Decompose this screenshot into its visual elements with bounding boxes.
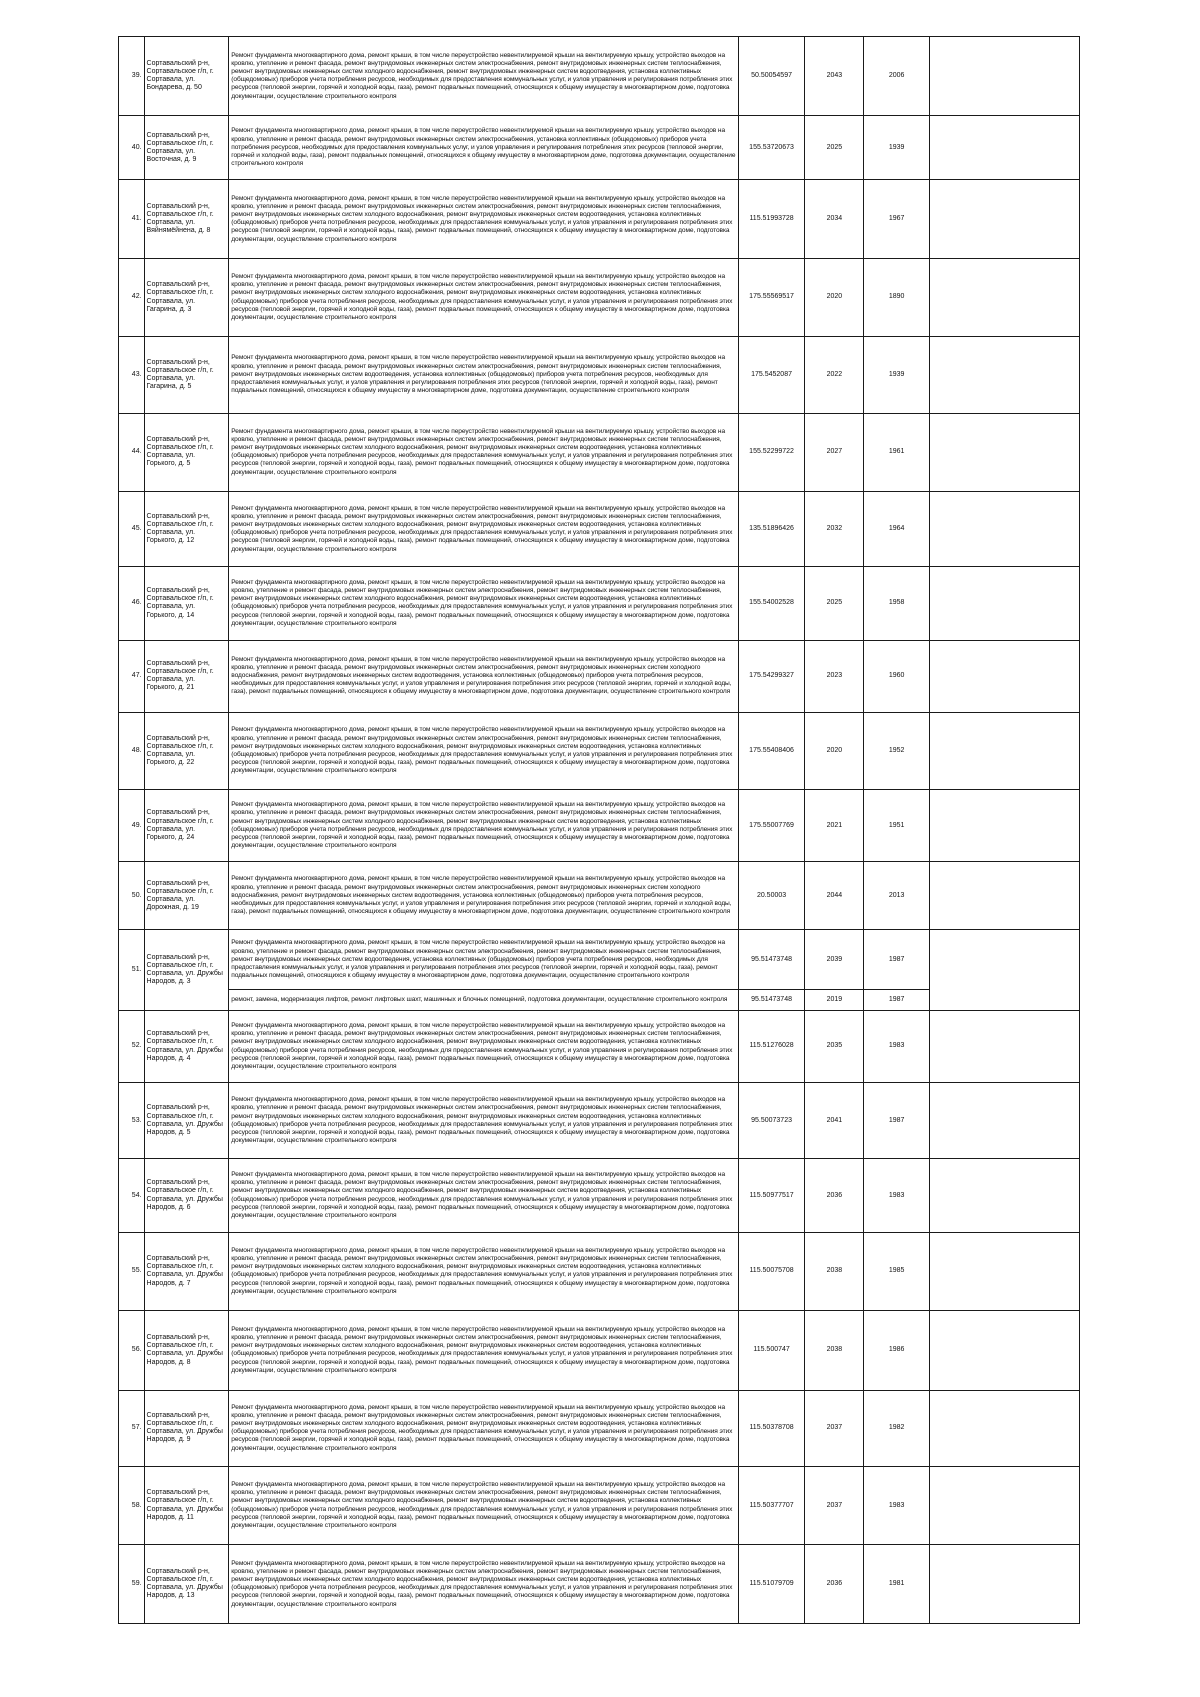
capital-repair-table — [118, 36, 1080, 1624]
row-number: 51. — [119, 930, 145, 1010]
planned-year-cell: 2038 — [805, 1232, 864, 1310]
address-cell: Сортавальский р-н, Сортавальское г/п, г. Сортавала, ул. Горького, д. 12 — [144, 491, 229, 566]
cost-cell: 115.51079709 — [738, 1545, 804, 1624]
table-row — [119, 1232, 1080, 1310]
row-number: 49. — [119, 790, 145, 862]
built-year-cell: 1952 — [864, 712, 929, 789]
empty-cell — [929, 337, 1079, 413]
table-row — [119, 116, 1080, 180]
works-cell: Ремонт фундамента многоквартирного дома, ремонт крыши, в том числе переустройство невентилируемой крыши на вентилируемую крышу, устройство выходов на кровлю, утепление и ремонт фасада, ремонт внутридомовых инженерных систем электроснабжения, ремонт внутридомовых инженерных систем теплоснабжения, ремонт внутридомовых инженерных систем холодного водоснабжения, ремонт внутридомовых инженерных систем водоотведения, установка коллективных (общедомовых) приборов учета потребления ресурсов, необходимых для предоставления коммунальных услуг, и узлов управления и регулирования потребления этих ресурсов (тепловой энергии, горячей и холодной воды, газа), ремонт подвальных помещений, относящихся к общему имуществу в многоквартирном доме, подготовка документации, осуществление строительного контроля — [229, 37, 739, 116]
planned-year-cell: 2021 — [805, 790, 864, 862]
address-cell: Сортавальский р-н, Сортавальское г/п, г. Сортавала, ул. Дружбы Народов, д. 13 — [144, 1545, 229, 1624]
empty-cell — [929, 1466, 1079, 1544]
table-row — [119, 1390, 1080, 1466]
built-year-cell: 1983 — [864, 1159, 929, 1232]
row-number: 57. — [119, 1390, 145, 1466]
row-number: 52. — [119, 1010, 145, 1082]
address-cell: Сортавальский р-н, Сортавальское г/п, г. Сортавала, ул. Горького, д. 24 — [144, 790, 229, 862]
cost-cell: 20.50003 — [738, 862, 804, 930]
built-year-cell: 2013 — [864, 862, 929, 930]
built-year-cell: 1986 — [864, 1311, 929, 1390]
works-cell-lifts: ремонт, замена, модернизация лифтов, ремонт лифтовых шахт, машинных и блочных помещений, подготовка документации, осуществление строительного контроля — [229, 990, 739, 1011]
table-row — [119, 337, 1080, 413]
row-number: 56. — [119, 1311, 145, 1390]
built-year-cell: 1987 — [864, 1083, 929, 1159]
works-cell: Ремонт фундамента многоквартирного дома, ремонт крыши, в том числе переустройство невентилируемой крыши на вентилируемую крышу, устройство выходов на кровлю, утепление и ремонт фасада, ремонт внутридомовых инженерных систем электроснабжения, ремонт внутридомовых инженерных систем теплоснабжения, ремонт внутридомовых инженерных систем холодного водоснабжения, ремонт внутридомовых инженерных систем водоотведения, установка коллективных (общедомовых) приборов учета потребления ресурсов, необходимых для предоставления коммунальных услуг, и узлов управления и регулирования потребления этих ресурсов (тепловой энергии, горячей и холодной воды, газа), ремонт подвальных помещений, относящихся к общему имуществу в многоквартирном доме, подготовка документации, осуществление строительного контроля — [229, 1466, 739, 1544]
works-cell: Ремонт фундамента многоквартирного дома, ремонт крыши, в том числе переустройство невентилируемой крыши на вентилируемую крышу, устройство выходов на кровлю, утепление и ремонт фасада, ремонт внутридомовых инженерных систем электроснабжения, установка коллективных (общедомовых) приборов учета потребления ресурсов, необходимых для предоставления коммунальных услуг, и узлов управления и регулирования потребления этих ресурсов (тепловой энергии, горячей и холодной воды, газа), ремонт подвальных помещений, относящихся к общему имуществу в многоквартирном доме, подготовка документации, осуществление строительного контроля — [229, 116, 739, 180]
cost-cell: 175.55569517 — [738, 258, 804, 336]
cost-cell: 155.54002528 — [738, 567, 804, 640]
table-row — [119, 180, 1080, 258]
works-cell: Ремонт фундамента многоквартирного дома, ремонт крыши, в том числе переустройство невентилируемой крыши на вентилируемую крышу, устройство выходов на кровлю, утепление и ремонт фасада, ремонт внутридомовых инженерных систем электроснабжения, ремонт внутридомовых инженерных систем теплоснабжения, ремонт внутридомовых инженерных систем холодного водоснабжения, ремонт внутридомовых инженерных систем водоотведения, установка коллективных (общедомовых) приборов учета потребления ресурсов, необходимых для предоставления коммунальных услуг, и узлов управления и регулирования потребления этих ресурсов (тепловой энергии, горячей и холодной воды, газа), ремонт подвальных помещений, относящихся к общему имуществу в многоквартирном доме, подготовка документации, осуществление строительного контроля — [229, 790, 739, 862]
address-cell: Сортавальский р-н, Сортавальское г/п, г. Сортавала, ул. Горького, д. 5 — [144, 413, 229, 491]
planned-year-cell: 2037 — [805, 1390, 864, 1466]
empty-cell — [929, 567, 1079, 640]
built-year-cell: 1983 — [864, 1010, 929, 1082]
table-row — [119, 1545, 1080, 1624]
planned-year-cell: 2025 — [805, 116, 864, 180]
empty-cell — [929, 712, 1079, 789]
cost-cell: 115.50977517 — [738, 1159, 804, 1232]
planned-year-cell: 2032 — [805, 491, 864, 566]
row-number: 58. — [119, 1466, 145, 1544]
empty-cell — [929, 1311, 1079, 1390]
works-cell: Ремонт фундамента многоквартирного дома, ремонт крыши, в том числе переустройство невентилируемой крыши на вентилируемую крышу, устройство выходов на кровлю, утепление и ремонт фасада, ремонт внутридомовых инженерных систем электроснабжения, ремонт внутридомовых инженерных систем теплоснабжения, ремонт внутридомовых инженерных систем холодного водоснабжения, ремонт внутридомовых инженерных систем водоотведения, установка коллективных (общедомовых) приборов учета потребления ресурсов, необходимых для предоставления коммунальных услуг, и узлов управления и регулирования потребления этих ресурсов (тепловой энергии, горячей и холодной воды, газа), ремонт подвальных помещений, относящихся к общему имуществу в многоквартирном доме, подготовка документации, осуществление строительного контроля — [229, 491, 739, 566]
planned-year-cell: 2020 — [805, 258, 864, 336]
table-row — [119, 1466, 1080, 1544]
empty-cell — [929, 491, 1079, 566]
empty-cell — [929, 790, 1079, 862]
cost-cell: 155.53720673 — [738, 116, 804, 180]
table-row — [119, 1010, 1080, 1082]
row-number: 59. — [119, 1545, 145, 1624]
row-number: 43. — [119, 337, 145, 413]
built-year-cell: 1967 — [864, 180, 929, 258]
planned-year-cell: 2019 — [805, 990, 864, 1011]
row-number: 50. — [119, 862, 145, 930]
built-year-cell: 1951 — [864, 790, 929, 862]
table-row — [119, 790, 1080, 862]
address-cell: Сортавальский р-н, Сортавальское г/п, г. Сортавала, ул. Дружбы Народов, д. 4 — [144, 1010, 229, 1082]
address-cell: Сортавальский р-н, Сортавальское г/п, г. Сортавала, ул. Восточная, д. 9 — [144, 116, 229, 180]
works-cell: Ремонт фундамента многоквартирного дома, ремонт крыши, в том числе переустройство невентилируемой крыши на вентилируемую крышу, устройство выходов на кровлю, утепление и ремонт фасада, ремонт внутридомовых инженерных систем электроснабжения, ремонт внутридомовых инженерных систем теплоснабжения, ремонт внутридомовых инженерных систем холодного водоснабжения, ремонт внутридомовых инженерных систем водоотведения, установка коллективных (общедомовых) приборов учета потребления ресурсов, необходимых для предоставления коммунальных услуг, и узлов управления и регулирования потребления этих ресурсов (тепловой энергии, горячей и холодной воды, газа), ремонт подвальных помещений, относящихся к общему имуществу в многоквартирном доме, подготовка документации, осуществление строительного контроля — [229, 1232, 739, 1310]
planned-year-cell: 2025 — [805, 567, 864, 640]
cost-cell: 135.51896426 — [738, 491, 804, 566]
table-row — [119, 1159, 1080, 1232]
address-cell: Сортавальский р-н, Сортавальское г/п, г. Сортавала, ул. Дружбы Народов, д. 5 — [144, 1083, 229, 1159]
planned-year-cell: 2039 — [805, 930, 864, 990]
works-cell: Ремонт фундамента многоквартирного дома, ремонт крыши, в том числе переустройство невентилируемой крыши на вентилируемую крышу, устройство выходов на кровлю, утепление и ремонт фасада, ремонт внутридомовых инженерных систем электроснабжения, ремонт внутридомовых инженерных систем теплоснабжения, ремонт внутридомовых инженерных систем холодного водоснабжения, ремонт внутридомовых инженерных систем водоотведения, установка коллективных (общедомовых) приборов учета потребления ресурсов, необходимых для предоставления коммунальных услуг, и узлов управления и регулирования потребления этих ресурсов (тепловой энергии, горячей и холодной воды, газа), ремонт подвальных помещений, относящихся к общему имуществу в многоквартирном доме, подготовка документации, осуществление строительного контроля — [229, 567, 739, 640]
cost-cell: 115.50075708 — [738, 1232, 804, 1310]
empty-cell — [929, 37, 1079, 116]
address-cell: Сортавальский р-н, Сортавальское г/п, г. Сортавала, ул. Дружбы Народов, д. 9 — [144, 1390, 229, 1466]
cost-cell: 115.50377707 — [738, 1466, 804, 1544]
planned-year-cell: 2036 — [805, 1545, 864, 1624]
table-row — [119, 413, 1080, 491]
works-cell: Ремонт фундамента многоквартирного дома, ремонт крыши, в том числе переустройство невентилируемой крыши на вентилируемую крышу, устройство выходов на кровлю, утепление и ремонт фасада, ремонт внутридомовых инженерных систем электроснабжения, ремонт внутридомовых инженерных систем теплоснабжения, ремонт внутридомовых инженерных систем холодного водоснабжения, ремонт внутридомовых инженерных систем водоотведения, установка коллективных (общедомовых) приборов учета потребления ресурсов, необходимых для предоставления коммунальных услуг, и узлов управления и регулирования потребления этих ресурсов (тепловой энергии, горячей и холодной воды, газа), ремонт подвальных помещений, относящихся к общему имуществу в многоквартирном доме, подготовка документации, осуществление строительного контроля — [229, 413, 739, 491]
cost-cell: 50.50054597 — [738, 37, 804, 116]
cost-cell: 115.51276028 — [738, 1010, 804, 1082]
table-row — [119, 712, 1080, 789]
planned-year-cell: 2027 — [805, 413, 864, 491]
address-cell: Сортавальский р-н, Сортавальское г/п, г. Сортавала, ул. Дружбы Народов, д. 6 — [144, 1159, 229, 1232]
planned-year-cell: 2038 — [805, 1311, 864, 1390]
empty-cell — [929, 862, 1079, 930]
works-cell: Ремонт фундамента многоквартирного дома, ремонт крыши, в том числе переустройство невентилируемой крыши на вентилируемую крышу, устройство выходов на кровлю, утепление и ремонт фасада, ремонт внутридомовых инженерных систем электроснабжения, ремонт внутридомовых инженерных систем теплоснабжения, ремонт внутридомовых инженерных систем холодного водоснабжения, ремонт внутридомовых инженерных систем водоотведения, установка коллективных (общедомовых) приборов учета потребления ресурсов, необходимых для предоставления коммунальных услуг, и узлов управления и регулирования потребления этих ресурсов (тепловой энергии, горячей и холодной воды, газа), ремонт подвальных помещений, относящихся к общему имуществу в многоквартирном доме, подготовка документации, осуществление строительного контроля — [229, 712, 739, 789]
works-cell: Ремонт фундамента многоквартирного дома, ремонт крыши, в том числе переустройство невентилируемой крыши на вентилируемую крышу, устройство выходов на кровлю, утепление и ремонт фасада, ремонт внутридомовых инженерных систем электроснабжения, ремонт внутридомовых инженерных систем холодного водоснабжения, ремонт внутридомовых инженерных систем водоотведения, установка коллективных (общедомовых) приборов учета потребления ресурсов, необходимых для предоставления коммунальных услуг, и узлов управления и регулирования потребления этих ресурсов (тепловой энергии, горячей и холодной воды, газа), ремонт подвальных помещений, относящихся к общему имуществу в многоквартирном доме, подготовка документации, осуществление строительного контроля — [229, 640, 739, 712]
planned-year-cell: 2035 — [805, 1010, 864, 1082]
empty-cell — [929, 116, 1079, 180]
works-cell: Ремонт фундамента многоквартирного дома, ремонт крыши, в том числе переустройство невентилируемой крыши на вентилируемую крышу, устройство выходов на кровлю, утепление и ремонт фасада, ремонт внутридомовых инженерных систем электроснабжения, ремонт внутридомовых инженерных систем теплоснабжения, ремонт внутридомовых инженерных систем холодного водоснабжения, ремонт внутридомовых инженерных систем водоотведения, установка коллективных (общедомовых) приборов учета потребления ресурсов, необходимых для предоставления коммунальных услуг, и узлов управления и регулирования потребления этих ресурсов (тепловой энергии, горячей и холодной воды, газа), ремонт подвальных помещений, относящихся к общему имуществу в многоквартирном доме, подготовка документации, осуществление строительного контроля — [229, 180, 739, 258]
works-cell: Ремонт фундамента многоквартирного дома, ремонт крыши, в том числе переустройство невентилируемой крыши на вентилируемую крышу, устройство выходов на кровлю, утепление и ремонт фасада, ремонт внутридомовых инженерных систем электроснабжения, ремонт внутридомовых инженерных систем теплоснабжения, ремонт внутридомовых инженерных систем водоотведения, установка коллективных (общедомовых) приборов учета потребления ресурсов, необходимых для предоставления коммунальных услуг, и узлов управления и регулирования потребления этих ресурсов (тепловой энергии, горячей и холодной воды, газа), ремонт подвальных помещений, относящихся к общему имуществу в многоквартирном доме, подготовка документации, осуществление строительного контроля — [229, 337, 739, 413]
row-number: 44. — [119, 413, 145, 491]
cost-cell: 155.52299722 — [738, 413, 804, 491]
row-number: 39. — [119, 37, 145, 116]
empty-cell — [929, 1545, 1079, 1624]
register-sheet — [118, 36, 1080, 1624]
address-cell: Сортавальский р-н, Сортавальское г/п, г. Сортавала, ул. Бондарева, д. 50 — [144, 37, 229, 116]
built-year-cell: 1939 — [864, 337, 929, 413]
table-row — [119, 640, 1080, 712]
built-year-cell: 2006 — [864, 37, 929, 116]
works-cell: Ремонт фундамента многоквартирного дома, ремонт крыши, в том числе переустройство невентилируемой крыши на вентилируемую крышу, устройство выходов на кровлю, утепление и ремонт фасада, ремонт внутридомовых инженерных систем электроснабжения, ремонт внутридомовых инженерных систем теплоснабжения, ремонт внутридомовых инженерных систем холодного водоснабжения, ремонт внутридомовых инженерных систем водоотведения, установка коллективных (общедомовых) приборов учета потребления ресурсов, необходимых для предоставления коммунальных услуг, и узлов управления и регулирования потребления этих ресурсов (тепловой энергии, горячей и холодной воды, газа), ремонт подвальных помещений, относящихся к общему имуществу в многоквартирном доме, подготовка документации, осуществление строительного контроля — [229, 1010, 739, 1082]
table-row — [119, 862, 1080, 930]
table-row — [119, 1311, 1080, 1390]
works-cell: Ремонт фундамента многоквартирного дома, ремонт крыши, в том числе переустройство невентилируемой крыши на вентилируемую крышу, устройство выходов на кровлю, утепление и ремонт фасада, ремонт внутридомовых инженерных систем электроснабжения, ремонт внутридомовых инженерных систем теплоснабжения, ремонт внутридомовых инженерных систем холодного водоснабжения, ремонт внутридомовых инженерных систем водоотведения, установка коллективных (общедомовых) приборов учета потребления ресурсов, необходимых для предоставления коммунальных услуг, и узлов управления и регулирования потребления этих ресурсов (тепловой энергии, горячей и холодной воды, газа), ремонт подвальных помещений, относящихся к общему имуществу в многоквартирном доме, подготовка документации, осуществление строительного контроля — [229, 1545, 739, 1624]
built-year-cell: 1958 — [864, 567, 929, 640]
works-cell: Ремонт фундамента многоквартирного дома, ремонт крыши, в том числе переустройство невентилируемой крыши на вентилируемую крышу, устройство выходов на кровлю, утепление и ремонт фасада, ремонт внутридомовых инженерных систем электроснабжения, ремонт внутридомовых инженерных систем холодного водоснабжения, ремонт внутридомовых инженерных систем водоотведения, установка коллективных (общедомовых) приборов учета потребления ресурсов, необходимых для предоставления коммунальных услуг, и узлов управления и регулирования потребления этих ресурсов (тепловой энергии, горячей и холодной воды, газа), ремонт подвальных помещений, относящихся к общему имуществу в многоквартирном доме, подготовка документации, осуществление строительного контроля — [229, 862, 739, 930]
works-cell: Ремонт фундамента многоквартирного дома, ремонт крыши, в том числе переустройство невентилируемой крыши на вентилируемую крышу, устройство выходов на кровлю, утепление и ремонт фасада, ремонт внутридомовых инженерных систем электроснабжения, ремонт внутридомовых инженерных систем теплоснабжения, ремонт внутридомовых инженерных систем холодного водоснабжения, ремонт внутридомовых инженерных систем водоотведения, установка коллективных (общедомовых) приборов учета потребления ресурсов, необходимых для предоставления коммунальных услуг, и узлов управления и регулирования потребления этих ресурсов (тепловой энергии, горячей и холодной воды, газа), ремонт подвальных помещений, относящихся к общему имуществу в многоквартирном доме, подготовка документации, осуществление строительного контроля — [229, 1390, 739, 1466]
cost-cell: 175.55007769 — [738, 790, 804, 862]
works-cell: Ремонт фундамента многоквартирного дома, ремонт крыши, в том числе переустройство невентилируемой крыши на вентилируемую крышу, устройство выходов на кровлю, утепление и ремонт фасада, ремонт внутридомовых инженерных систем электроснабжения, ремонт внутридомовых инженерных систем теплоснабжения, ремонт внутридомовых инженерных систем холодного водоснабжения, ремонт внутридомовых инженерных систем водоотведения, установка коллективных (общедомовых) приборов учета потребления ресурсов, необходимых для предоставления коммунальных услуг, и узлов управления и регулирования потребления этих ресурсов (тепловой энергии, горячей и холодной воды, газа), ремонт подвальных помещений, относящихся к общему имуществу в многоквартирном доме, подготовка документации, осуществление строительного контроля — [229, 1311, 739, 1390]
cost-cell: 175.54299327 — [738, 640, 804, 712]
row-number: 45. — [119, 491, 145, 566]
empty-cell — [929, 258, 1079, 336]
table-row — [119, 930, 1080, 990]
empty-cell — [929, 1232, 1079, 1310]
address-cell: Сортавальский р-н, Сортавальское г/п, г. Сортавала, ул. Дружбы Народов, д. 11 — [144, 1466, 229, 1544]
address-cell: Сортавальский р-н, Сортавальское г/п, г. Сортавала, ул. Дружбы Народов, д. 7 — [144, 1232, 229, 1310]
planned-year-cell: 2044 — [805, 862, 864, 930]
row-number: 55. — [119, 1232, 145, 1310]
cost-cell: 95.51473748 — [738, 990, 804, 1011]
planned-year-cell: 2034 — [805, 180, 864, 258]
table-row — [119, 491, 1080, 566]
built-year-cell: 1939 — [864, 116, 929, 180]
address-cell: Сортавальский р-н, Сортавальское г/п, г. Сортавала, ул. Дорожная, д. 19 — [144, 862, 229, 930]
cost-cell: 175.55408406 — [738, 712, 804, 789]
cost-cell: 115.50378708 — [738, 1390, 804, 1466]
empty-cell — [929, 1390, 1079, 1466]
works-cell: Ремонт фундамента многоквартирного дома, ремонт крыши, в том числе переустройство невентилируемой крыши на вентилируемую крышу, устройство выходов на кровлю, утепление и ремонт фасада, ремонт внутридомовых инженерных систем электроснабжения, ремонт внутридомовых инженерных систем теплоснабжения, ремонт внутридомовых инженерных систем холодного водоснабжения, ремонт внутридомовых инженерных систем водоотведения, установка коллективных (общедомовых) приборов учета потребления ресурсов, необходимых для предоставления коммунальных услуг, и узлов управления и регулирования потребления этих ресурсов (тепловой энергии, горячей и холодной воды, газа), ремонт подвальных помещений, относящихся к общему имуществу в многоквартирном доме, подготовка документации, осуществление строительного контроля — [229, 258, 739, 336]
empty-cell — [929, 640, 1079, 712]
row-number: 40. — [119, 116, 145, 180]
cost-cell: 115.500747 — [738, 1311, 804, 1390]
row-number: 41. — [119, 180, 145, 258]
built-year-cell: 1982 — [864, 1390, 929, 1466]
table-row — [119, 567, 1080, 640]
row-number: 54. — [119, 1159, 145, 1232]
built-year-cell: 1985 — [864, 1232, 929, 1310]
address-cell: Сортавальский р-н, Сортавальское г/п, г. Сортавала, ул. Горького, д. 14 — [144, 567, 229, 640]
works-cell: Ремонт фундамента многоквартирного дома, ремонт крыши, в том числе переустройство невентилируемой крыши на вентилируемую крышу, устройство выходов на кровлю, утепление и ремонт фасада, ремонт внутридомовых инженерных систем электроснабжения, ремонт внутридомовых инженерных систем теплоснабжения, ремонт внутридомовых инженерных систем холодного водоснабжения, ремонт внутридомовых инженерных систем водоотведения, установка коллективных (общедомовых) приборов учета потребления ресурсов, необходимых для предоставления коммунальных услуг, и узлов управления и регулирования потребления этих ресурсов (тепловой энергии, горячей и холодной воды, газа), ремонт подвальных помещений, относящихся к общему имуществу в многоквартирном доме, подготовка документации, осуществление строительного контроля — [229, 1083, 739, 1159]
built-year-cell: 1964 — [864, 491, 929, 566]
table-row — [119, 1083, 1080, 1159]
empty-cell — [929, 1083, 1079, 1159]
row-number: 48. — [119, 712, 145, 789]
planned-year-cell: 2020 — [805, 712, 864, 789]
empty-cell — [929, 413, 1079, 491]
planned-year-cell: 2041 — [805, 1083, 864, 1159]
address-cell: Сортавальский р-н, Сортавальское г/п, г. Сортавала, ул. Дружбы Народов, д. 8 — [144, 1311, 229, 1390]
row-number: 42. — [119, 258, 145, 336]
empty-cell — [929, 180, 1079, 258]
planned-year-cell: 2036 — [805, 1159, 864, 1232]
cost-cell: 115.51993728 — [738, 180, 804, 258]
built-year-cell: 1890 — [864, 258, 929, 336]
address-cell: Сортавальский р-н, Сортавальское г/п, г. Сортавала, ул. Дружбы Народов, д. 3 — [144, 930, 229, 1010]
empty-cell — [929, 930, 1079, 1010]
address-cell: Сортавальский р-н, Сортавальское г/п, г. Сортавала, ул. Гагарина, д. 3 — [144, 258, 229, 336]
built-year-cell: 1987 — [864, 930, 929, 990]
empty-cell — [929, 1010, 1079, 1082]
empty-cell — [929, 1159, 1079, 1232]
address-cell: Сортавальский р-н, Сортавальское г/п, г. Сортавала, ул. Горького, д. 22 — [144, 712, 229, 789]
address-cell: Сортавальский р-н, Сортавальское г/п, г. Сортавала, ул. Горького, д. 21 — [144, 640, 229, 712]
address-cell: Сортавальский р-н, Сортавальское г/п, г. Сортавала, ул. Вяйнямёйнена, д. 8 — [144, 180, 229, 258]
table-row — [119, 37, 1080, 116]
planned-year-cell: 2043 — [805, 37, 864, 116]
cost-cell: 95.50073723 — [738, 1083, 804, 1159]
cost-cell: 175.5452087 — [738, 337, 804, 413]
planned-year-cell: 2023 — [805, 640, 864, 712]
planned-year-cell: 2037 — [805, 1466, 864, 1544]
works-cell: Ремонт фундамента многоквартирного дома, ремонт крыши, в том числе переустройство невентилируемой крыши на вентилируемую крышу, устройство выходов на кровлю, утепление и ремонт фасада, ремонт внутридомовых инженерных систем электроснабжения, ремонт внутридомовых инженерных систем теплоснабжения, ремонт внутридомовых инженерных систем водоотведения, установка коллективных (общедомовых) приборов учета потребления ресурсов, необходимых для предоставления коммунальных услуг, и узлов управления и регулирования потребления этих ресурсов (тепловой энергии, горячей и холодной воды, газа), ремонт подвальных помещений, относящихся к общему имуществу в многоквартирном доме, подготовка документации, осуществление строительного контроля — [229, 930, 739, 990]
table-row — [119, 258, 1080, 336]
built-year-cell: 1981 — [864, 1545, 929, 1624]
built-year-cell: 1983 — [864, 1466, 929, 1544]
works-cell: Ремонт фундамента многоквартирного дома, ремонт крыши, в том числе переустройство невентилируемой крыши на вентилируемую крышу, устройство выходов на кровлю, утепление и ремонт фасада, ремонт внутридомовых инженерных систем электроснабжения, ремонт внутридомовых инженерных систем теплоснабжения, ремонт внутридомовых инженерных систем холодного водоснабжения, ремонт внутридомовых инженерных систем водоотведения, установка коллективных (общедомовых) приборов учета потребления ресурсов, необходимых для предоставления коммунальных услуг, и узлов управления и регулирования потребления этих ресурсов (тепловой энергии, горячей и холодной воды, газа), ремонт подвальных помещений, относящихся к общему имуществу в многоквартирном доме, подготовка документации, осуществление строительного контроля — [229, 1159, 739, 1232]
built-year-cell: 1987 — [864, 990, 929, 1011]
built-year-cell: 1960 — [864, 640, 929, 712]
planned-year-cell: 2022 — [805, 337, 864, 413]
row-number: 53. — [119, 1083, 145, 1159]
row-number: 47. — [119, 640, 145, 712]
built-year-cell: 1961 — [864, 413, 929, 491]
cost-cell: 95.51473748 — [738, 930, 804, 990]
address-cell: Сортавальский р-н, Сортавальское г/п, г. Сортавала, ул. Гагарина, д. 5 — [144, 337, 229, 413]
row-number: 46. — [119, 567, 145, 640]
